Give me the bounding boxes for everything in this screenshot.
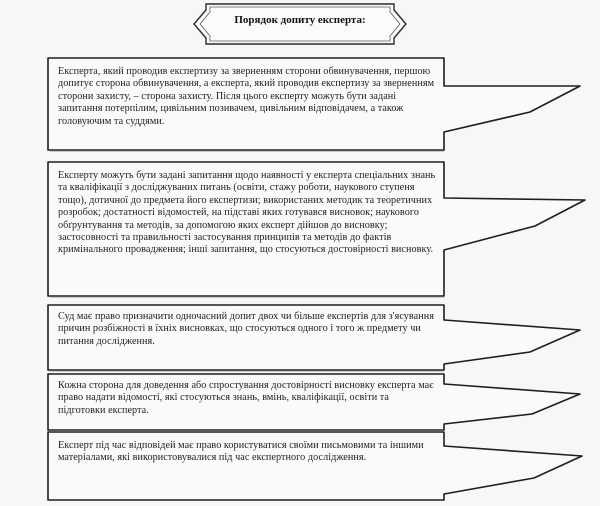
block-text-expert-materials: Експерт під час відповідей має право користуватися своїми письмовими та іншими матеріалами, які використовувалися під час експертного дослідження. (58, 440, 424, 464)
block-text-party-evidence: Кожна сторона для доведення або спростування достовірності висновку експерта має право надати відомості, які стосуються знань, вмінь, кваліфікації, освіти та підготовки експерта. (58, 380, 434, 416)
block-text-allowed-questions: Експерту можуть бути задані запитання щодо наявності у експерта спеціальних знань та кваліфікації з досліджуваних питань (освіти, стажу роботи, наукового ступеня тощо), дотичної до предмета його експертизи; використаних методик та теоретичних розробок; достатності відомостей, на підставі яких готувався висновок; наукового обґрунтування та методів, за допомогою яких експерт дійшов до висновку; застосовності та правильності застосування принципів та методів до фактів кримінального провадження; інші запитання, що стосуються достовірності висновку. (58, 170, 436, 256)
block-text-simultaneous-questioning: Суд має право призначити одночасний допит двох чи більше експертів для з'ясування причин розбіжності в їхніх висновках, що стосуються одного і того ж предмету чи питання дослідження. (58, 311, 434, 347)
block-text-who-questions-first: Експерта, який проводив експертизу за зверненням сторони обвинувачення, першою допитує сторона обвинувачення, а експерта, який проводив експертизу за зверненням сторони захисту, – сторона захисту. Після цього експерту можуть бути задані запитання потерпілим, цивільним позивачем, цивільним відповідачем, а також головуючим та суддями. (58, 66, 435, 127)
diagram-title: Порядок допиту експерта: (234, 14, 366, 26)
